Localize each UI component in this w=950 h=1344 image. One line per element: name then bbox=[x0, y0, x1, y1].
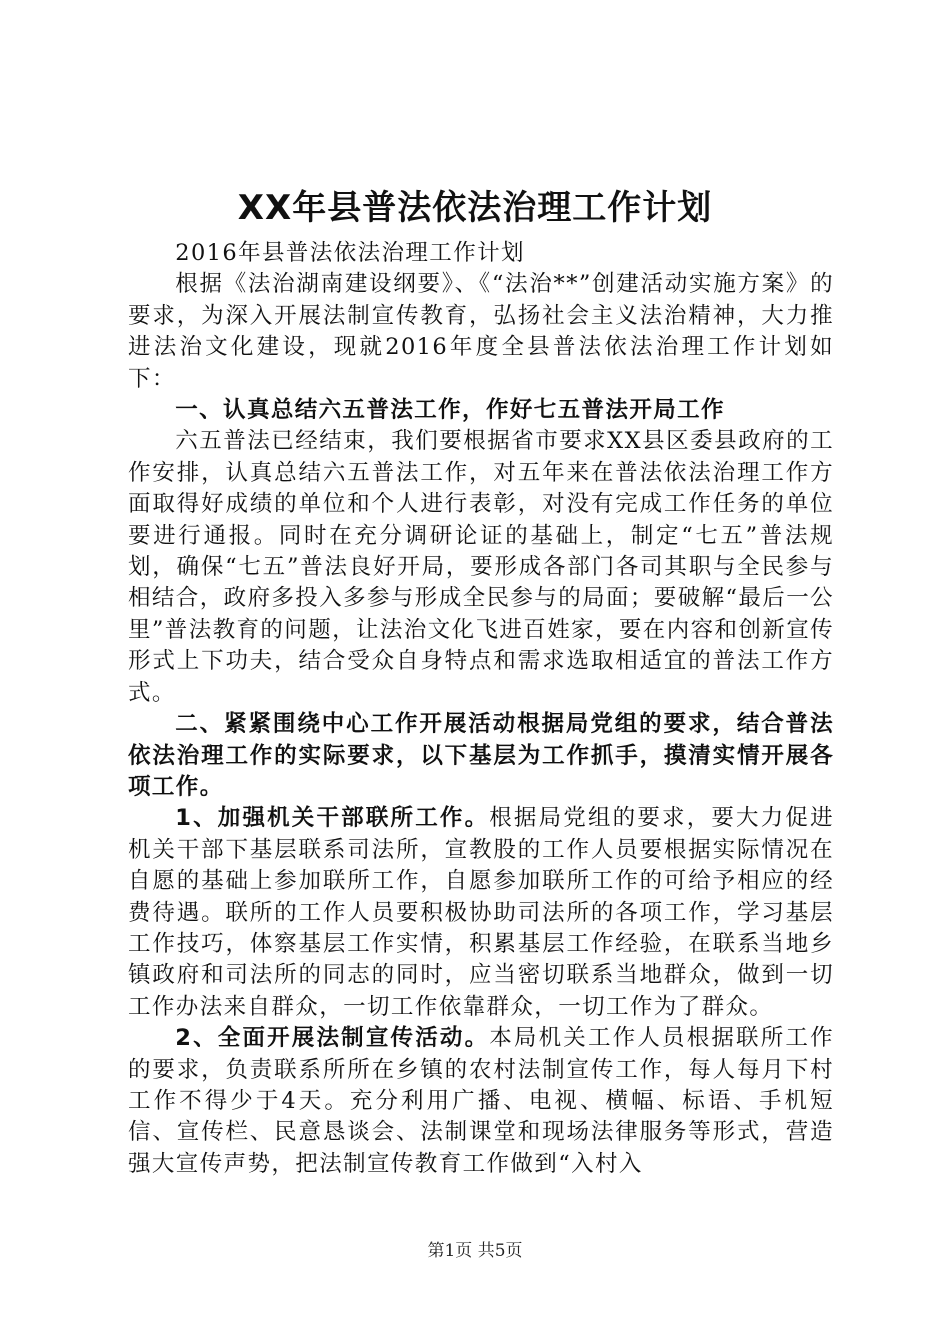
item-2-lead: 2、全面开展法制宣传活动。 bbox=[175, 1025, 490, 1052]
item-1-body: 根据局党组的要求，要大力促进机关干部下基层联系司法所，宣教股的工作人员要根据实际情况在自愿的基础上参加联所工作，自愿参加联所工作的可给予相应的经费待遇。联所的工作人员要积极协助司法所的各项工作，学习基层工作技巧，体察基层工作实情，积累基层工作经验，在联系当地乡镇政府和司法所的同志的同时，应当密切联系当地群众，做到一切工作办法来自群众，一切工作依靠群众，一切工作为了群众。 bbox=[128, 805, 834, 1020]
item-2-body: 本局机关工作人员根据联所工作的要求，负责联系所所在乡镇的农村法制宣传工作，每人每月下村工作不得少于4天。充分利用广播、电视、横幅、标语、手机短信、宣传栏、民意恳谈会、法制课堂和现场法律服务等形式，营造强大宣传声势，把法制宣传教育工作做到“入村入 bbox=[128, 1025, 834, 1177]
page-footer: 第1页 共5页 bbox=[427, 1241, 523, 1261]
page-title: XX年县普法依法治理工作计划 bbox=[237, 188, 713, 228]
section-1-paragraph: 六五普法已经结束，我们要根据省市要求XX县区委县政府的工作安排，认真总结六五普法工作，对五年来在普法依法治理工作方面取得好成绩的单位和个人进行表彰，对没有完成工作任务的单位要进行通报。同时在充分调研论证的基础上，制定“七五”普法规划，确保“七五”普法良好开局，要形成各部门各司其职与全民参与相结合，政府多投入多参与形成全民参与的局面；要破解“最后一公里”普法教育的问题，让法治文化飞进百姓家，要在内容和创新宣传形式上下功夫，结合受众自身特点和需求选取相适宜的普法工作方式。 bbox=[128, 428, 835, 706]
item-1-lead: 1、加强机关干部联所工作。 bbox=[175, 805, 490, 832]
section-1-heading: 一、认真总结六五普法工作，作好七五普法开局工作 bbox=[175, 397, 725, 424]
item-2-paragraph bbox=[128, 1023, 834, 1180]
intro-paragraph: 根据《法治湖南建设纲要》、《“法治**”创建活动实施方案》的要求，为深入开展法制宣传教育，弘扬社会主义法治精神，大力推进法治文化建设，现就2016年度全县普法依法治理工作计划如下： bbox=[128, 271, 834, 392]
section-2-heading: 二、紧紧围绕中心工作开展活动根据局党组的要求，结合普法依法治理工作的实际要求，以下基层为工作抓手，摸清实情开展各项工作。 bbox=[128, 711, 834, 800]
document-body bbox=[128, 238, 834, 1180]
document-subtitle: 2016年县普法依法治理工作计划 bbox=[175, 240, 525, 266]
item-1-paragraph bbox=[128, 803, 834, 1023]
